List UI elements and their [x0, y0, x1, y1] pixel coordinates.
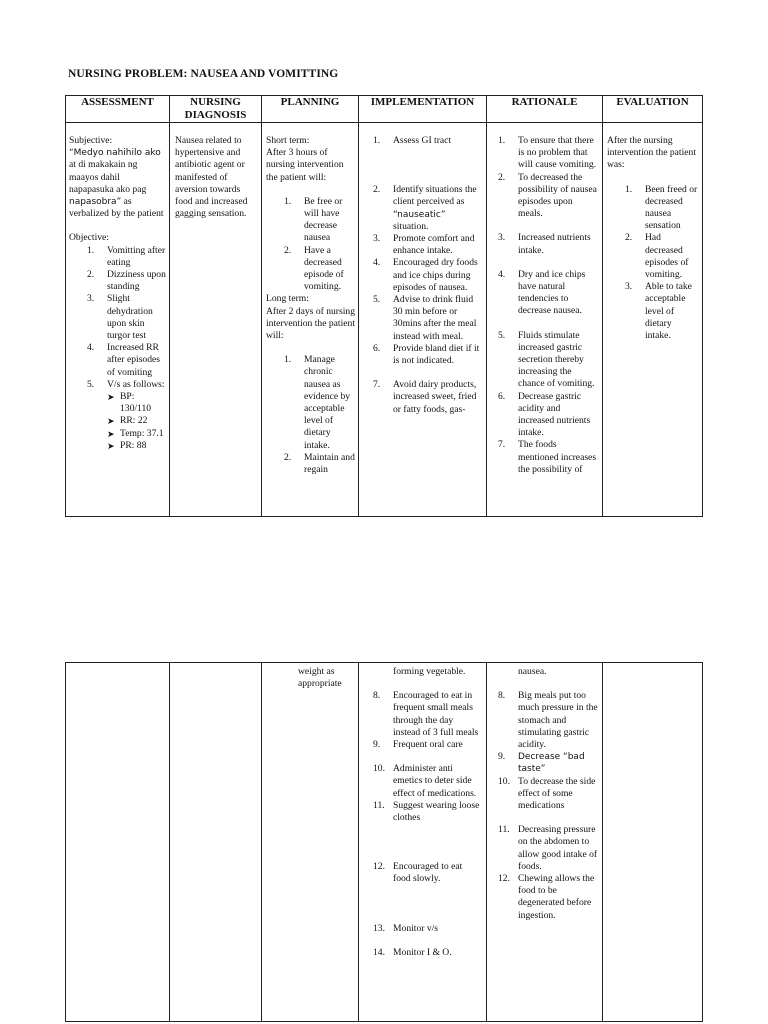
header-assessment: ASSESSMENT	[66, 96, 170, 123]
list-item: 7. Avoid dairy products, increased sweet, fried or fatty foods, gas-	[373, 379, 477, 415]
header-rationale: RATIONALE	[487, 96, 603, 123]
list-item: 6. Decrease gastric acidity and increased nutrients intake.	[498, 390, 591, 439]
diagnosis-text: Nausea related to hypertensive and antibiotic agent or manifested of aversion towards food and increased gagging sensation.	[175, 135, 248, 220]
assessment-cell-cont	[66, 663, 170, 1022]
list-item: 2. To decreased the possibility of nausea episodes upon meals.	[498, 171, 597, 220]
list-item: 13. Monitor v/s	[373, 922, 439, 934]
list-item: 5. V/s as follows:	[87, 378, 165, 390]
list-item: 11. Suggest wearing loose clothes	[373, 799, 480, 824]
page-title: NURSING PROBLEM: NAUSEA AND VOMITTING	[68, 68, 339, 80]
implementation-continued: forming vegetable.	[393, 666, 466, 677]
list-item: 6. Provide bland diet if it is not indicated.	[373, 342, 480, 367]
list-item: 14. Monitor I & O.	[373, 946, 452, 958]
list-item: 2. Maintain and regain	[284, 451, 355, 476]
evaluation-intro: After the nursing intervention the patient was:	[607, 135, 696, 171]
planning-continued: weight as appropriate	[298, 666, 342, 690]
diagnosis-cell-cont	[170, 663, 262, 1022]
list-item: 9. Frequent oral care	[373, 739, 463, 751]
vital-item: ➤ Temp: 37.1	[107, 427, 164, 439]
list-item: 2. Had decreased episodes of vomiting.	[625, 232, 689, 281]
header-nursing-diagnosis: NURSING DIAGNOSIS	[170, 96, 262, 123]
list-item: 1. Be free or will have decrease nausea	[284, 195, 343, 244]
list-item: 9. Decrease “bad taste”	[498, 751, 585, 775]
subjective-quote: “Medyo nahihilo ako at di makakain ng maayos dahil napapasuka ako pag napasobra” as verbalized by the patient	[69, 148, 164, 220]
evaluation-cell-cont	[603, 663, 703, 1022]
list-item: 10. Administer anti emetics to deter side effect of medications.	[373, 763, 477, 799]
list-item: 3. Able to take acceptable level of dietary intake.	[625, 281, 692, 342]
long-term-label: Long term:	[266, 293, 309, 305]
objective-list	[69, 245, 166, 391]
list-item: 12. Encouraged to eat food slowly.	[373, 861, 463, 885]
list-item: 11. Decreasing pressure on the abdomen to allow good intake of foods.	[498, 824, 598, 872]
rationale-continued: nausea.	[518, 666, 547, 677]
vital-item: ➤ PR: 88	[107, 439, 147, 451]
implementation-cell-cont	[359, 663, 487, 1022]
list-item: 8. Encouraged to eat in frequent small meals through the day instead of 3 full meals	[373, 690, 479, 738]
planning-cell-cont	[262, 663, 359, 1022]
vital-item: ➤ BP: 130/110	[107, 391, 152, 415]
header-evaluation: EVALUATION	[603, 96, 703, 123]
diagnosis-cell	[170, 123, 262, 517]
vital-item: ➤ RR: 22	[107, 415, 148, 427]
short-term-label: Short term:	[266, 135, 310, 146]
list-item: 8. Big meals put too much pressure in the stomach and stimulating gastric acidity.	[498, 690, 598, 751]
header-planning: PLANNING	[262, 96, 359, 123]
care-plan-table-page2	[65, 662, 703, 1022]
care-plan-table-page1	[65, 95, 703, 517]
arrow-bullet-icon: ➤	[107, 416, 115, 427]
arrow-bullet-icon: ➤	[107, 440, 115, 451]
list-item: 3. Promote comfort and enhance intake.	[373, 233, 475, 257]
assessment-cell	[66, 123, 170, 517]
list-item: 1. Vomitting after eating	[87, 244, 166, 268]
subjective-label: Subjective:	[69, 135, 113, 146]
list-item: 2. Identify situations the client perceived as “nauseatic” situation.	[373, 184, 477, 232]
list-item: 1. Manage chronic nausea as evidence by acceptable level of dietary intake.	[284, 354, 351, 451]
list-item: 3. Slight dehydration upon skin turgor test	[87, 293, 153, 342]
long-term-goals	[266, 354, 355, 476]
vitals-list	[69, 391, 166, 452]
list-item: 7. The foods mentioned increases the possibility of	[498, 439, 597, 475]
list-item: 2. Dizziness upon standing	[87, 269, 166, 293]
evaluation-cell	[603, 123, 703, 517]
list-item: 4. Dry and ice chips have natural tendencies to decrease nausea.	[498, 268, 586, 317]
short-term-text: After 3 hours of nursing intervention the patient will:	[266, 147, 344, 183]
list-item: 2. Have a decreased episode of vomiting.	[284, 244, 344, 293]
rationale-cell-cont	[487, 663, 603, 1022]
list-item: 12. Chewing allows the food to be degenerated before ingestion.	[498, 873, 595, 921]
list-item: 3. Increased nutrients intake.	[498, 232, 591, 256]
list-item: 5. Fluids stimulate increased gastric secretion thereby increasing the chance of vomiting.	[498, 329, 595, 390]
arrow-bullet-icon: ➤	[107, 392, 115, 403]
implementation-cell	[359, 123, 487, 517]
short-term-goals	[266, 196, 355, 294]
objective-label: Objective:	[69, 232, 109, 244]
list-item: 1. Been freed or decreased nausea sensation	[625, 183, 698, 232]
list-item: 1. To ensure that there is no problem that will cause vomiting.	[498, 135, 597, 171]
header-implementation: IMPLEMENTATION	[359, 96, 487, 123]
list-item: 4. Increased RR after episodes of vomiting	[87, 342, 161, 378]
list-item: 4. Encouraged dry foods and ice chips during episodes of nausea.	[373, 257, 478, 293]
evaluation-list	[607, 184, 699, 343]
list-item: 5. Advise to drink fluid 30 min before or 30mins after the meal instead with meal.	[373, 294, 477, 342]
arrow-bullet-icon: ➤	[107, 428, 115, 439]
list-item: 1. Assess GI tract	[373, 135, 452, 146]
rationale-cell	[487, 123, 603, 517]
quote-handwritten: “Medyo nahihilo ako	[69, 148, 161, 159]
long-term-text: After 2 days of nursing intervention the patient will:	[266, 305, 355, 342]
planning-cell	[262, 123, 359, 517]
list-item: 10. To decrease the side effect of some medications	[498, 775, 596, 812]
